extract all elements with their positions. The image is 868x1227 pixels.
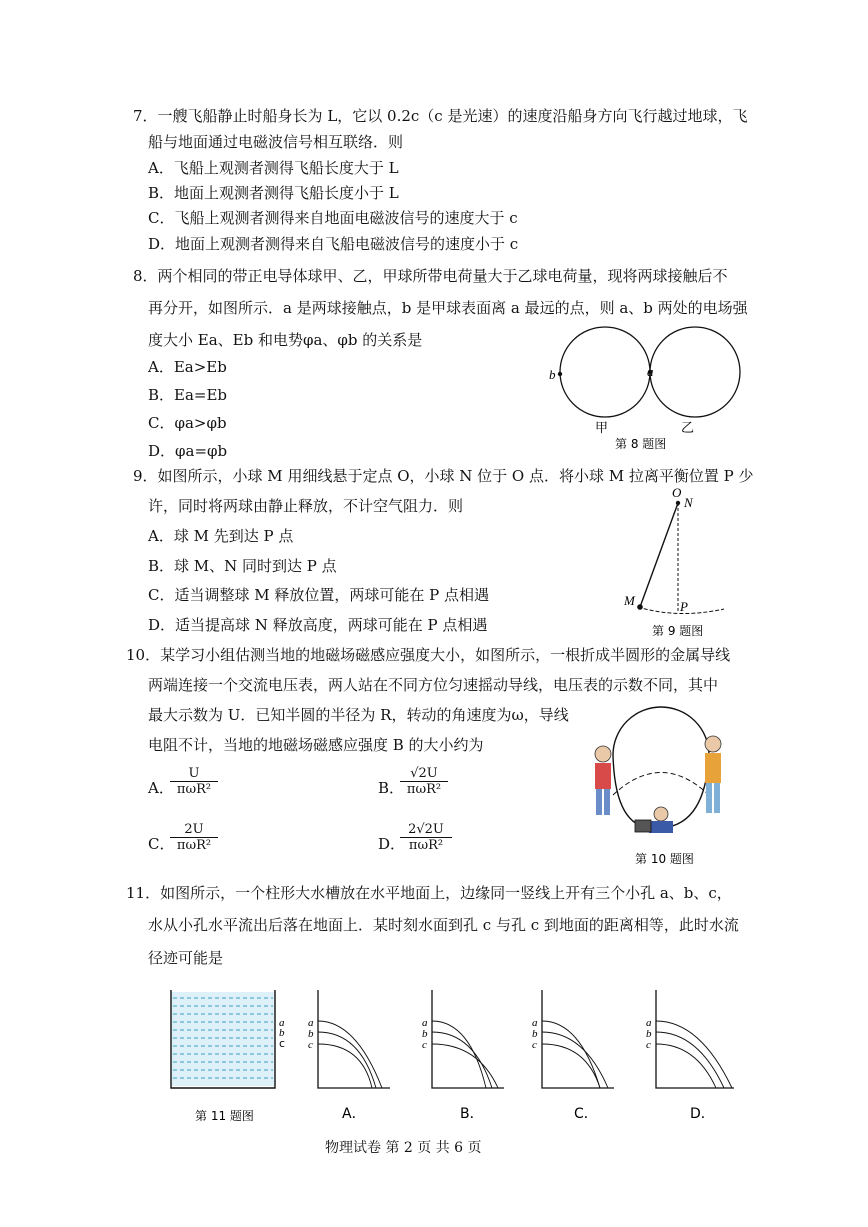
q10-option-a-numerator: U [170, 766, 218, 782]
q8-stem-line3: 度大小 Ea、Eb 和电势φa、φb 的关系是 [148, 331, 423, 349]
q10-stem-line3: 最大示数为 U．已知半圆的半径为 R，转动的角速度为ω，导线 [148, 706, 569, 724]
graph-c-label-b: b [532, 1028, 538, 1040]
q10-stem-line4: 电阻不计，当地的地磁场磁感应强度 B 的大小约为 [148, 736, 484, 754]
q10-caption: 第 10 题图 [635, 852, 694, 866]
q10-option-d-label: D． [378, 835, 406, 853]
q8-option-b: B．Ea=Eb [148, 386, 228, 404]
q11-graph-c [530, 988, 620, 1128]
graph-b-label-c: c [422, 1039, 427, 1051]
tank-label-a: a [279, 1017, 285, 1029]
graph-d-label-c: c [646, 1039, 651, 1051]
q10-option-c-fraction [170, 822, 218, 853]
q10-option-c-denominator: πωR² [176, 838, 212, 853]
q7-option-d: D．地面上观测者测得来自飞船电磁波信号的速度小于 c [148, 235, 519, 253]
graph-b-label-b: b [422, 1028, 428, 1040]
q11-graph-d [644, 988, 740, 1128]
q9-stem-line1: 9．如图所示，小球 M 用细线悬于定点 O，小球 N 位于 O 点．将小球 M 拉离平衡位置 P 少 [133, 467, 754, 485]
q10-option-b-label: B． [378, 779, 405, 797]
q10-option-a-fraction [170, 766, 218, 797]
q10-stem-line2: 两端连接一个交流电压表，两人站在不同方位匀速摇动导线，电压表的示数不同，其中 [148, 676, 719, 694]
graph-c-option-label: C． [574, 1106, 598, 1122]
right-person-head [705, 736, 721, 752]
q10-option-b-denominator: πωR² [406, 782, 442, 797]
q8-figure [545, 320, 745, 455]
q10-option-c-label: C． [148, 835, 175, 853]
tank-label-c: c [279, 1037, 286, 1050]
q9-option-d: D．适当提高球 N 释放高度，两球可能在 P 点相遇 [148, 616, 488, 634]
q10-option-a-denominator: πωR² [176, 782, 212, 797]
q10-option-b-numerator: √2U [400, 766, 448, 782]
q9-option-a: A．球 M 先到达 P 点 [148, 527, 294, 545]
q9-stem-line2: 许，同时将两球由静止释放，不计空气阻力．则 [148, 497, 464, 515]
q9-label-n: N [684, 495, 693, 510]
graph-b-option-label: B． [460, 1106, 484, 1122]
q8-option-d: D．φa=φb [148, 442, 228, 460]
q8-stem-line2: 再分开，如图所示．a 是两球接触点，b 是甲球表面离 a 最远的点，则 a、b 两处的电场强 [148, 299, 748, 317]
q8-caption: 第 8 题图 [615, 437, 667, 451]
right-person-body [705, 753, 721, 783]
q11-graph-a [306, 988, 396, 1128]
graph-c-label-a: a [532, 1017, 538, 1029]
q8-label-yi: 乙 [681, 421, 695, 436]
q8-option-a: A．Ea>Eb [148, 358, 227, 376]
q8-option-c: C．φa>φb [148, 414, 227, 432]
q7-option-b: B．地面上观测者测得飞船长度小于 L [148, 184, 399, 202]
q10-figure [585, 700, 735, 870]
q8-stem-line1: 8．两个相同的带正电导体球甲、乙，甲球所带电荷量大于乙球电荷量，现将两球接触后不 [133, 267, 728, 285]
graph-d-label-b: b [646, 1028, 652, 1040]
graph-a-label-c: c [308, 1039, 313, 1051]
graph-d-option-label: D． [690, 1106, 715, 1122]
q10-option-d-denominator: πωR² [408, 838, 444, 853]
tank-label-b: b [279, 1027, 285, 1039]
q9-option-c: C．适当调整球 M 释放位置，两球可能在 P 点相遇 [148, 586, 490, 604]
q7-stem-line2: 船与地面通过电磁波信号相互联络．则 [148, 133, 404, 151]
q9-label-p: P [680, 599, 688, 614]
q9-label-o: O [672, 485, 682, 500]
q10-option-a-label: A． [148, 779, 174, 797]
q11-stem-line2: 水从小孔水平流出后落在地面上．某时刻水面到孔 c 与孔 c 到地面的距离相等，此时水流 [148, 916, 739, 934]
q10-option-b-fraction [400, 766, 448, 797]
q11-tank-caption: 第 11 题图 [195, 1109, 254, 1123]
q9-label-m: M [624, 593, 635, 608]
graph-a-label-a: a [308, 1017, 314, 1029]
q7-stem-line1: 7．一艘飞船静止时船身长为 L，它以 0.2c（c 是光速）的速度沿船身方向飞行越过地球，飞 [133, 107, 748, 125]
q11-graph-b [420, 988, 510, 1128]
left-person-body [595, 763, 611, 789]
q11-stem-line3: 径迹可能是 [148, 949, 224, 967]
q8-label-a: a [647, 364, 654, 379]
left-person-head [595, 746, 611, 762]
q8-label-b: b [549, 367, 556, 382]
q10-stem-line1: 10．某学习小组估测当地的地磁场磁感应强度大小，如图所示，一根折成半圆形的金属导线 [126, 646, 731, 664]
graph-b-label-a: a [422, 1017, 428, 1029]
graph-a-label-b: b [308, 1028, 314, 1040]
q9-option-b: B．球 M、N 同时到达 P 点 [148, 557, 337, 575]
graph-d-label-a: a [646, 1017, 652, 1029]
graph-a-option-label: A． [342, 1106, 366, 1122]
page-footer: 物理试卷 第 2 页 共 6 页 [325, 1140, 482, 1156]
q11-stem-line1: 11．如图所示，一个柱形大水槽放在水平地面上，边缘同一竖线上开有三个小孔 a、b、c， [126, 884, 732, 902]
q10-option-c-numerator: 2U [170, 822, 218, 838]
voltmeter [635, 820, 651, 832]
q9-figure [620, 483, 740, 643]
q11-tank-figure [165, 988, 305, 1128]
q7-option-c: C．飞船上观测者测得来自地面电磁波信号的速度大于 c [148, 209, 518, 227]
graph-c-label-c: c [532, 1039, 537, 1051]
q10-option-d-fraction [400, 822, 452, 853]
middle-person-head [654, 807, 668, 821]
q9-caption: 第 9 题图 [652, 624, 704, 638]
q10-option-d-numerator: 2√2U [400, 822, 452, 838]
q7-option-a: A．飞船上观测者测得飞船长度大于 L [148, 159, 399, 177]
q8-label-jia: 甲 [595, 421, 609, 436]
